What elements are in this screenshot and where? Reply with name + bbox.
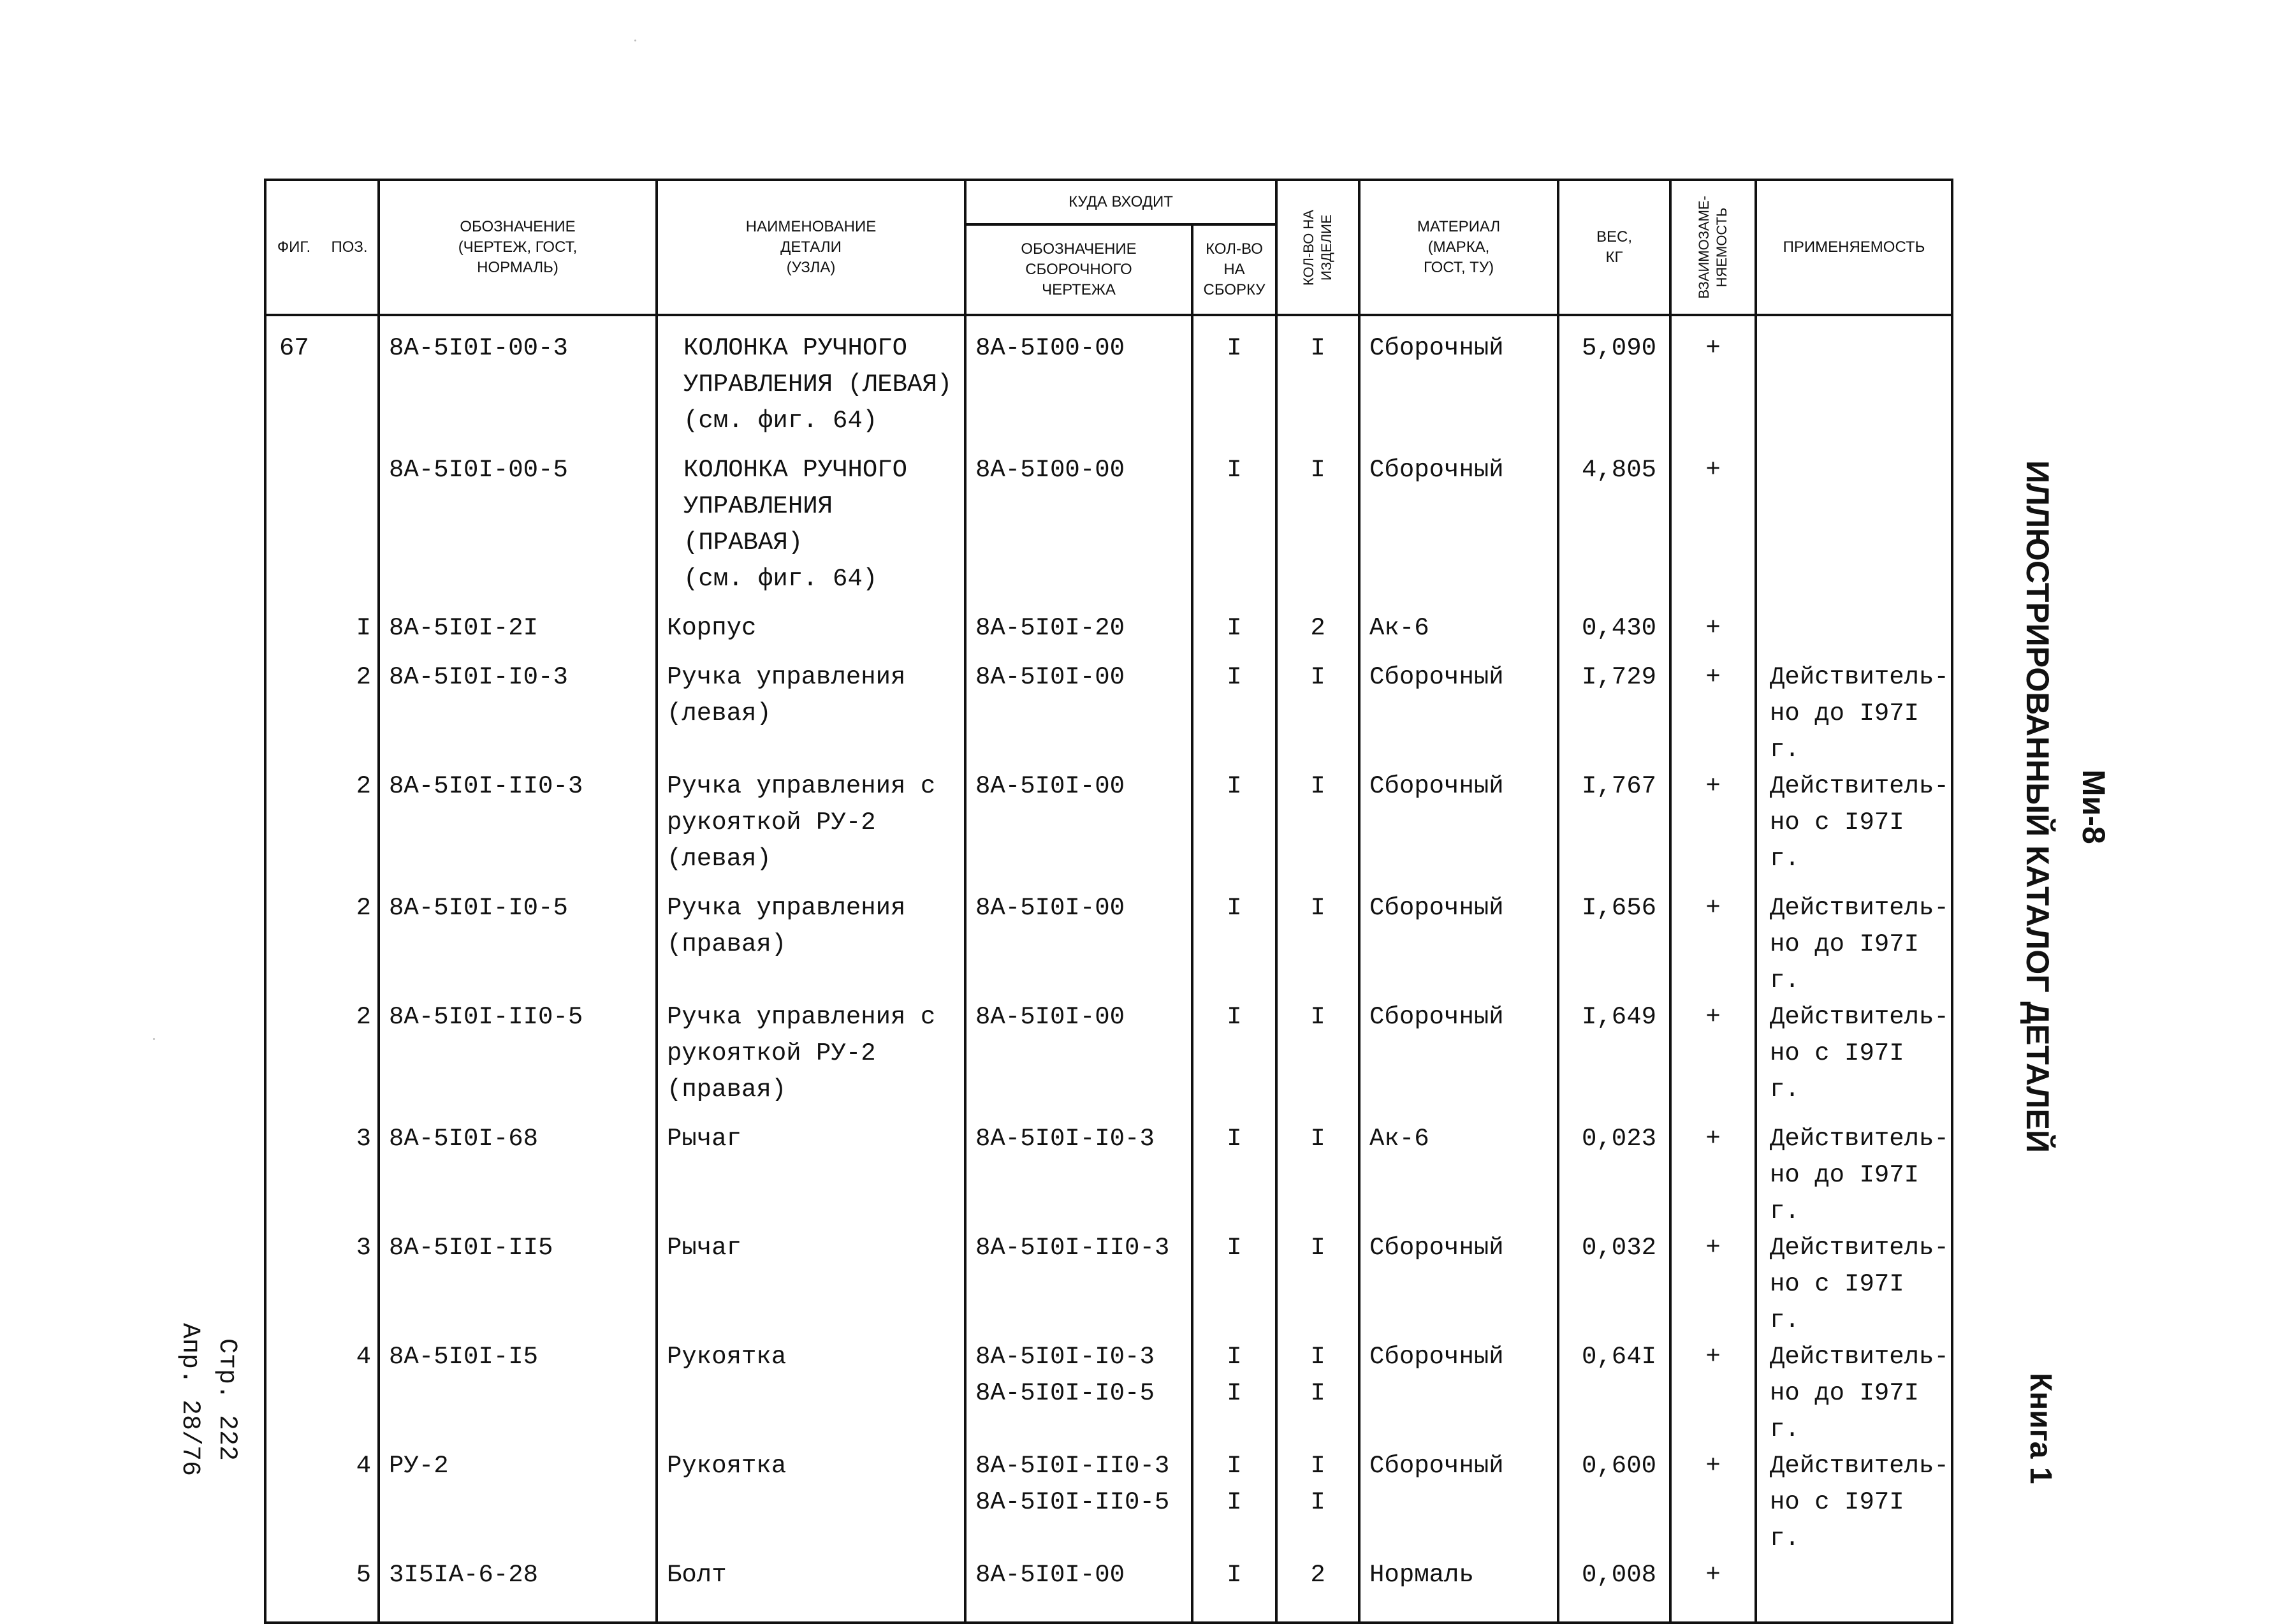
page-info <box>156 1294 245 1505</box>
cell-fig <box>265 1448 321 1557</box>
cell-interchangeability: + <box>1670 1121 1756 1230</box>
cell-assembly: 8А-5I00-00 <box>965 452 1192 610</box>
cell-weight: 0,008 <box>1558 1557 1670 1623</box>
table-row <box>265 315 1952 452</box>
cell-qty-item: I <box>1276 452 1359 610</box>
cell-weight: I,656 <box>1558 890 1670 999</box>
cell-weight: 0,64I <box>1558 1339 1670 1448</box>
cell-pos: 3 <box>321 1121 379 1230</box>
cell-assembly: 8А-5I0I-00 <box>965 768 1192 890</box>
cell-interchangeability: + <box>1670 452 1756 610</box>
cell-applicability: Действитель- но до I97I г. <box>1756 890 1952 999</box>
cell-designation: 8А-5I0I-I0-5 <box>379 890 657 999</box>
cell-weight: 5,090 <box>1558 315 1670 452</box>
cell-assembly: 8А-5I0I-I0-3 <box>965 1121 1192 1230</box>
cell-assembly: 8А-5I0I-II0-3 <box>965 1230 1192 1339</box>
cell-applicability: Действитель- но до I97I г. <box>1756 1339 1952 1448</box>
cell-designation: РУ-2 <box>379 1448 657 1557</box>
cell-qty-assembly: I <box>1192 1557 1276 1623</box>
cell-applicability: Действитель- но с I97I г. <box>1756 1448 1952 1557</box>
table-body <box>265 315 1952 1623</box>
header-material: МАТЕРИАЛ (МАРКА, ГОСТ, ТУ) <box>1359 180 1558 315</box>
scan-speck <box>153 1038 155 1040</box>
cell-qty-item: I <box>1276 1230 1359 1339</box>
cell-weight: 0,430 <box>1558 610 1670 659</box>
cell-applicability <box>1756 315 1952 452</box>
cell-fig <box>265 768 321 890</box>
cell-weight: 4,805 <box>1558 452 1670 610</box>
cell-name: КОЛОНКА РУЧНОГО УПРАВЛЕНИЯ (ПРАВАЯ) (см. фиг. 64) <box>657 452 965 610</box>
cell-qty-assembly: I I <box>1192 1339 1276 1448</box>
cell-assembly: 8А-5I0I-00 <box>965 659 1192 768</box>
cell-interchangeability: + <box>1670 610 1756 659</box>
cell-material: Сборочный <box>1359 1230 1558 1339</box>
cell-qty-assembly: I I <box>1192 1448 1276 1557</box>
cell-interchangeability: + <box>1670 1230 1756 1339</box>
cell-weight: 0,600 <box>1558 1448 1670 1557</box>
cell-interchangeability: + <box>1670 768 1756 890</box>
catalog-title: ИЛЛЮСТРИРОВАННЫЙ КАТАЛОГ ДЕТАЛЕЙ <box>2020 460 2055 1153</box>
cell-name: Рычаг <box>657 1121 965 1230</box>
cell-designation: 8А-5I0I-2I <box>379 610 657 659</box>
cell-name: КОЛОНКА РУЧНОГО УПРАВЛЕНИЯ (ЛЕВАЯ) (см. фиг. 64) <box>657 315 965 452</box>
cell-fig <box>265 1230 321 1339</box>
cell-name: Ручка управления (правая) <box>657 890 965 999</box>
cell-applicability <box>1756 610 1952 659</box>
cell-material: Сборочный <box>1359 768 1558 890</box>
cell-pos: 2 <box>321 768 379 890</box>
cell-fig <box>265 452 321 610</box>
header-pos: ПОЗ. <box>321 180 379 315</box>
cell-interchangeability: + <box>1670 1557 1756 1623</box>
cell-name: Рукоятка <box>657 1448 965 1557</box>
cell-qty-item: I <box>1276 890 1359 999</box>
scan-speck <box>634 40 636 41</box>
table-row <box>265 999 1952 1121</box>
cell-material: Ак-6 <box>1359 610 1558 659</box>
cell-pos: 4 <box>321 1448 379 1557</box>
catalog-title-vertical <box>2002 408 2129 1205</box>
cell-qty-assembly: I <box>1192 999 1276 1121</box>
cell-material: Сборочный <box>1359 999 1558 1121</box>
cell-qty-item: 2 <box>1276 610 1359 659</box>
cell-designation: 8А-5I0I-II5 <box>379 1230 657 1339</box>
table-row <box>265 610 1952 659</box>
cell-fig <box>265 890 321 999</box>
table-row <box>265 452 1952 610</box>
cell-designation: 8А-5I0I-68 <box>379 1121 657 1230</box>
cell-qty-item: I <box>1276 315 1359 452</box>
cell-qty-item: I <box>1276 1121 1359 1230</box>
cell-assembly: 8А-5I0I-20 <box>965 610 1192 659</box>
cell-weight: 0,032 <box>1558 1230 1670 1339</box>
header-interchangeability: ВЗАИМОЗАМЕ- НЯЕМОСТЬ <box>1670 180 1756 315</box>
cell-applicability <box>1756 452 1952 610</box>
cell-material: Сборочный <box>1359 315 1558 452</box>
cell-fig <box>265 610 321 659</box>
table-row <box>265 659 1952 768</box>
cell-assembly: 8А-5I0I-00 <box>965 890 1192 999</box>
cell-designation: 3I5IА-6-28 <box>379 1557 657 1623</box>
cell-qty-assembly: I <box>1192 452 1276 610</box>
cell-weight: I,767 <box>1558 768 1670 890</box>
cell-material: Сборочный <box>1359 1448 1558 1557</box>
cell-interchangeability: + <box>1670 999 1756 1121</box>
cell-interchangeability: + <box>1670 659 1756 768</box>
cell-designation: 8А-5I0I-I5 <box>379 1339 657 1448</box>
table-row <box>265 1230 1952 1339</box>
header-designation: ОБОЗНАЧЕНИЕ (ЧЕРТЕЖ, ГОСТ, НОРМАЛЬ) <box>379 180 657 315</box>
cell-qty-assembly: I <box>1192 610 1276 659</box>
cell-name: Рычаг <box>657 1230 965 1339</box>
cell-material: Сборочный <box>1359 1339 1558 1448</box>
cell-material: Сборочный <box>1359 452 1558 610</box>
cell-qty-assembly: I <box>1192 1230 1276 1339</box>
cell-applicability: Действитель- но до I97I г. <box>1756 659 1952 768</box>
revision-date: Апр. 28/76 <box>175 1322 204 1477</box>
cell-qty-item: I <box>1276 999 1359 1121</box>
cell-name: Ручка управления с рукояткой РУ-2 (правая) <box>657 999 965 1121</box>
cell-material: Ак-6 <box>1359 1121 1558 1230</box>
cell-interchangeability: + <box>1670 1448 1756 1557</box>
header-assembly-drawing: ОБОЗНАЧЕНИЕ СБОРОЧНОГО ЧЕРТЕЖА <box>965 224 1192 315</box>
cell-fig: 67 <box>265 315 321 452</box>
cell-qty-assembly: I <box>1192 768 1276 890</box>
cell-pos: 5 <box>321 1557 379 1623</box>
cell-designation: 8А-5I0I-I0-3 <box>379 659 657 768</box>
header-applicability: ПРИМЕНЯЕМОСТЬ <box>1756 180 1952 315</box>
cell-qty-item: I I <box>1276 1448 1359 1557</box>
cell-name: Ручка управления (левая) <box>657 659 965 768</box>
cell-designation: 8А-5I0I-II0-5 <box>379 999 657 1121</box>
cell-pos: 4 <box>321 1339 379 1448</box>
cell-weight: 0,023 <box>1558 1121 1670 1230</box>
cell-pos: 2 <box>321 999 379 1121</box>
table-row <box>265 1339 1952 1448</box>
cell-fig <box>265 1121 321 1230</box>
cell-qty-assembly: I <box>1192 1121 1276 1230</box>
cell-fig <box>265 1557 321 1623</box>
table-row <box>265 1448 1952 1557</box>
cell-qty-item: I <box>1276 768 1359 890</box>
cell-applicability: Действитель- но с I97I г. <box>1756 999 1952 1121</box>
table-row <box>265 1121 1952 1230</box>
cell-name: Корпус <box>657 610 965 659</box>
cell-applicability: Действитель- но до I97I г. <box>1756 1121 1952 1230</box>
cell-assembly: 8А-5I0I-I0-3 8А-5I0I-I0-5 <box>965 1339 1192 1448</box>
cell-name: Рукоятка <box>657 1339 965 1448</box>
cell-designation: 8А-5I0I-II0-3 <box>379 768 657 890</box>
cell-pos: I <box>321 610 379 659</box>
cell-pos: 2 <box>321 890 379 999</box>
cell-assembly: 8А-5I0I-00 <box>965 999 1192 1121</box>
cell-weight: I,729 <box>1558 659 1670 768</box>
cell-qty-assembly: I <box>1192 659 1276 768</box>
table-row <box>265 768 1952 890</box>
aircraft-model: Ми-8 <box>2076 769 2112 844</box>
cell-fig <box>265 1339 321 1448</box>
cell-pos: 2 <box>321 659 379 768</box>
cell-assembly: 8А-5I00-00 <box>965 315 1192 452</box>
cell-interchangeability: + <box>1670 890 1756 999</box>
cell-applicability <box>1756 1557 1952 1623</box>
header-name: НАИМЕНОВАНИЕ ДЕТАЛИ (УЗЛА) <box>657 180 965 315</box>
page-number: Стр. 222 <box>212 1338 241 1461</box>
cell-pos: 3 <box>321 1230 379 1339</box>
cell-interchangeability: + <box>1670 1339 1756 1448</box>
cell-pos <box>321 452 379 610</box>
cell-material: Сборочный <box>1359 659 1558 768</box>
cell-material: Нормаль <box>1359 1557 1558 1623</box>
cell-material: Сборочный <box>1359 890 1558 999</box>
table-header <box>265 180 1952 315</box>
cell-pos <box>321 315 379 452</box>
cell-qty-item: I I <box>1276 1339 1359 1448</box>
cell-fig <box>265 999 321 1121</box>
cell-interchangeability: + <box>1670 315 1756 452</box>
header-qty-per-assembly: КОЛ-ВО НА СБОРКУ <box>1192 224 1276 315</box>
header-weight: ВЕС, КГ <box>1558 180 1670 315</box>
cell-designation: 8А-5I0I-00-3 <box>379 315 657 452</box>
book-number: Книга 1 <box>2024 1372 2057 1484</box>
header-qty-per-item: КОЛ-ВО НА ИЗДЕЛИЕ <box>1276 180 1359 315</box>
parts-catalog-table <box>264 179 1953 1624</box>
cell-assembly: 8А-5I0I-II0-3 8А-5I0I-II0-5 <box>965 1448 1192 1557</box>
cell-qty-assembly: I <box>1192 890 1276 999</box>
table-row <box>265 1557 1952 1623</box>
cell-name: Болт <box>657 1557 965 1623</box>
cell-fig <box>265 659 321 768</box>
header-fig: ФИГ. <box>265 180 321 315</box>
table-row <box>265 890 1952 999</box>
cell-name: Ручка управления с рукояткой РУ-2 (левая) <box>657 768 965 890</box>
cell-applicability: Действитель- но с I97I г. <box>1756 768 1952 890</box>
cell-weight: I,649 <box>1558 999 1670 1121</box>
cell-applicability: Действитель- но с I97I г. <box>1756 1230 1952 1339</box>
cell-qty-item: 2 <box>1276 1557 1359 1623</box>
cell-assembly: 8А-5I0I-00 <box>965 1557 1192 1623</box>
cell-qty-item: I <box>1276 659 1359 768</box>
header-where-used: КУДА ВХОДИТ <box>965 180 1276 224</box>
cell-designation: 8А-5I0I-00-5 <box>379 452 657 610</box>
cell-qty-assembly: I <box>1192 315 1276 452</box>
